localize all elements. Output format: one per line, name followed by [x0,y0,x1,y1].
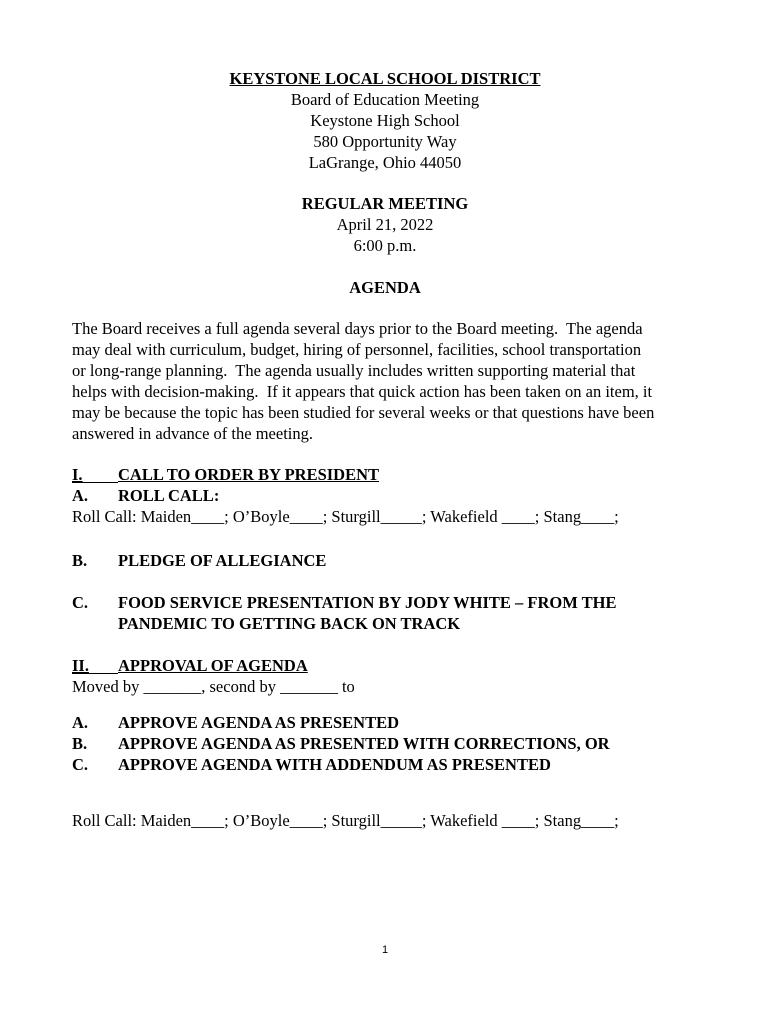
item-b-title: PLEDGE OF ALLEGIANCE [118,551,327,570]
section-1-underline [72,482,118,483]
section-1-title: CALL TO ORDER BY PRESIDENT [118,465,380,484]
intro-line: The Board receives a full agenda several days prior to the Board meeting. The agenda [72,319,643,338]
item-c-title-line-1: FOOD SERVICE PRESENTATION BY JODY WHITE – FROM THE [118,593,617,612]
option-c-number: C. [72,755,89,774]
item-b-number: B. [72,551,88,570]
intro-line: may deal with curriculum, budget, hiring of personnel, facilities, school transportation [72,340,642,359]
header-line-2: Keystone High School [310,111,460,130]
section-2-title: APPROVAL OF AGENDA [118,656,308,675]
intro-line: answered in advance of the meeting. [72,424,313,443]
item-c-title-line-2: PANDEMIC TO GETTING BACK ON TRACK [118,614,461,633]
header-line-3: 580 Opportunity Way [313,132,457,151]
intro-line: may be because the topic has been studied for several weeks or that questions have been [72,403,655,422]
roll-call-1: Roll Call: Maiden____; O’Boyle____; Sturgill_____; Wakefield ____; Stang____; [72,507,619,526]
roll-call-2: Roll Call: Maiden____; O’Boyle____; Sturgill_____; Wakefield ____; Stang____; [72,811,619,830]
intro-line: or long-range planning. The agenda usually includes written supporting material that [72,361,636,380]
item-c-number: C. [72,593,89,612]
section-2-number: II. [72,656,89,675]
option-c-text: APPROVE AGENDA WITH ADDENDUM AS PRESENTED [118,755,551,774]
header-line-1: Board of Education Meeting [290,90,480,109]
item-a-title: ROLL CALL: [118,486,220,505]
option-b-number: B. [72,734,88,753]
option-b-text: APPROVE AGENDA AS PRESENTED WITH CORRECTIONS, OR [118,734,610,753]
section-1-number: I. [72,465,83,484]
option-a-number: A. [72,713,89,732]
section-2-underline [72,673,118,674]
meeting-date: April 21, 2022 [336,215,434,234]
page-number: 1 [381,944,389,956]
meeting-time: 6:00 p.m. [353,236,417,255]
item-a-number: A. [72,486,89,505]
moved-by-line: Moved by _______, second by _______ to [72,677,355,696]
option-a-text: APPROVE AGENDA AS PRESENTED [118,713,400,732]
meeting-type: REGULAR MEETING [301,194,469,213]
header-line-4: LaGrange, Ohio 44050 [308,153,462,172]
intro-line: helps with decision-making. If it appears that quick action has been taken on an item, it [72,382,653,401]
agenda-title: AGENDA [349,278,421,297]
district-title: KEYSTONE LOCAL SCHOOL DISTRICT [229,69,541,88]
